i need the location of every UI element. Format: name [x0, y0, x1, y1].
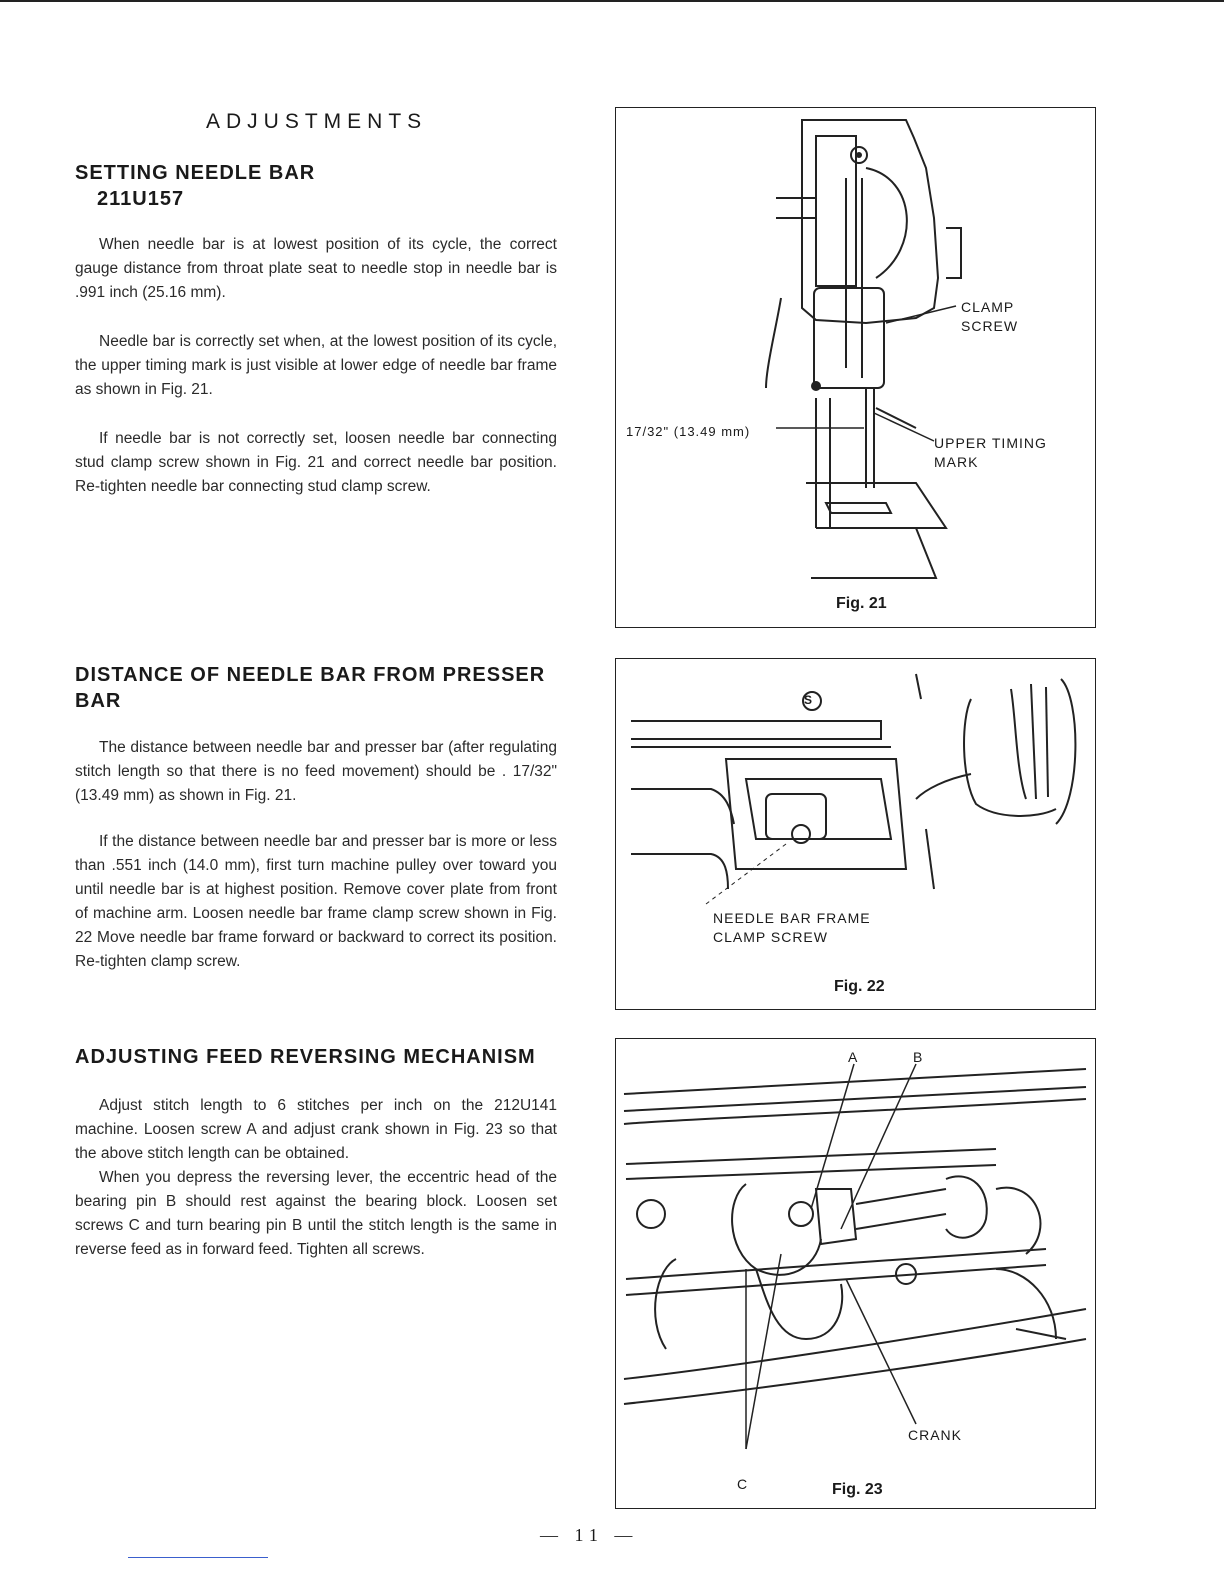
paragraph: If the distance between needle bar and presser bar is more or less than .551 inch (14.0 mm), first turn machine pulley over toward you until needle bar is at highest position. Remove cover plate from front of machine arm. Loosen needle bar frame clamp screw shown in Fig. 22 Move needle bar frame forward or backward to correct its position. Re-tighten clamp screw.: [75, 833, 557, 970]
label-b: B: [913, 1049, 924, 1065]
needle-bar-frame-illustration: [616, 659, 1095, 1009]
label-line: MARK: [934, 454, 979, 470]
label-a: A: [848, 1049, 859, 1065]
section-setting-needle-bar-heading: [75, 160, 315, 212]
label-line: CLAMP SCREW: [713, 929, 828, 945]
needle-bar-frame-clamp-screw-label: [713, 909, 871, 947]
figure-caption: Fig. 23: [832, 1481, 883, 1498]
figure-23: [615, 1038, 1096, 1509]
figure-caption: Fig. 22: [834, 978, 885, 995]
label-c: C: [737, 1476, 749, 1492]
label-line: SCREW: [961, 318, 1019, 334]
crank-label: CRANK: [908, 1427, 963, 1443]
heading-model: 211U157: [97, 188, 185, 210]
bottom-rule: [128, 1557, 268, 1558]
clamp-screw-label: [961, 298, 1018, 336]
paragraph: When needle bar is at lowest position of its cycle, the correct gauge distance from throat plate seat to needle stop in needle bar is .991 inch (25.16 mm).: [75, 236, 557, 301]
label-line: NEEDLE BAR FRAME: [713, 910, 871, 926]
paragraph: The distance between needle bar and presser bar (after regulating stitch length so that there is no feed movement) should be . 17/32" (13.49 mm) as shown in Fig. 21.: [75, 739, 557, 804]
heading-line: DISTANCE OF NEEDLE BAR FROM PRESSER: [75, 664, 546, 686]
heading-line: BAR: [75, 690, 122, 712]
page-title: ADJUSTMENTS: [206, 110, 428, 133]
figure-caption: Fig. 21: [836, 595, 887, 612]
s-badge: S: [804, 693, 814, 707]
top-rule: [0, 0, 1224, 2]
section-feed-reversing-heading: ADJUSTING FEED REVERSING MECHANISM: [75, 1046, 536, 1068]
feed-reversing-mechanism-illustration: [616, 1039, 1095, 1508]
paragraph: When you depress the reversing lever, the eccentric head of the bearing pin B should rest against the bearing block. Loosen set screws C and turn bearing pin B until the stitch length is the same in reverse feed as in forward feed. Tighten all screws.: [75, 1169, 557, 1258]
needle-bar-illustration: [616, 108, 1095, 627]
figure-21: [615, 107, 1096, 628]
heading-line: SETTING NEEDLE BAR: [75, 162, 316, 184]
paragraph: Adjust stitch length to 6 stitches per inch on the 212U141 machine. Loosen screw A and adjust crank shown in Fig. 23 so that the above stitch length can be obtained.: [75, 1097, 557, 1162]
label-line: UPPER TIMING: [934, 435, 1047, 451]
section-distance-heading: [75, 662, 545, 714]
figure-22: [615, 658, 1096, 1010]
upper-timing-mark-label: [934, 434, 1047, 472]
paragraph: If needle bar is not correctly set, loosen needle bar connecting stud clamp screw shown in Fig. 21 and correct needle bar position. Re-tighten needle bar connecting stud clamp screw.: [75, 430, 557, 495]
page-number: — 11 —: [540, 1525, 639, 1545]
label-line: CLAMP: [961, 299, 1015, 315]
distance-label: 17/32" (13.49 mm): [626, 424, 751, 439]
paragraph: Needle bar is correctly set when, at the lowest position of its cycle, the upper timing mark is just visible at lower edge of needle bar frame as shown in Fig. 21.: [75, 333, 557, 398]
